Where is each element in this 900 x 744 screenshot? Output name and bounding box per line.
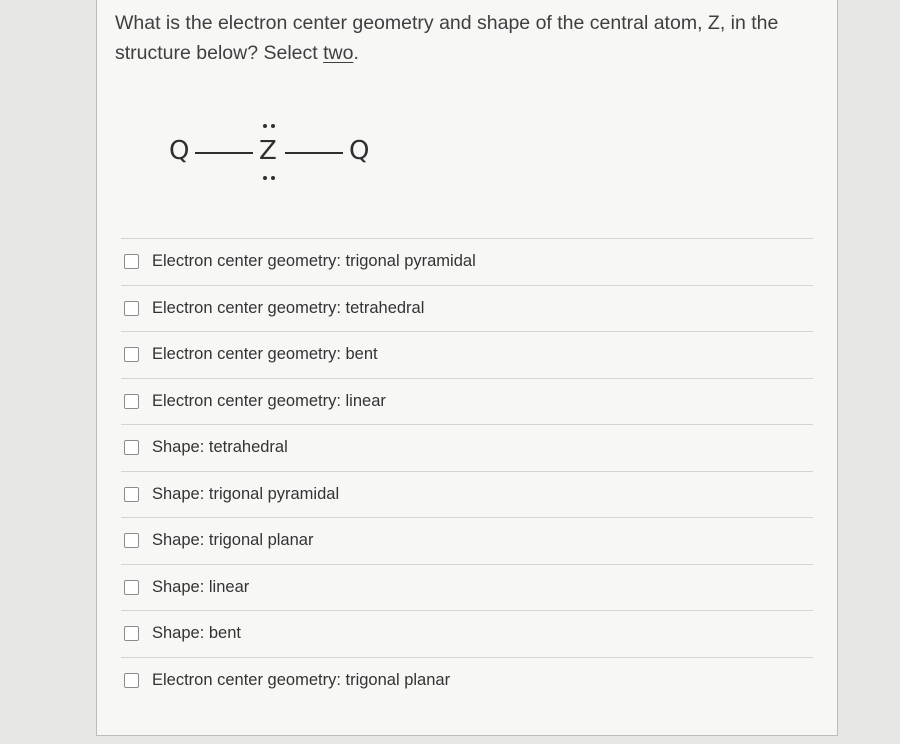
option-label: Shape: tetrahedral xyxy=(152,438,288,457)
checkbox[interactable] xyxy=(124,440,139,455)
option-label: Shape: trigonal planar xyxy=(152,531,314,550)
checkbox[interactable] xyxy=(124,394,139,409)
checkbox[interactable] xyxy=(124,533,139,548)
left-bond xyxy=(195,152,253,154)
option-label: Shape: bent xyxy=(152,624,241,643)
option-4[interactable] xyxy=(121,424,813,471)
question-text xyxy=(115,8,815,68)
left-atom: Q xyxy=(169,136,190,166)
checkbox[interactable] xyxy=(124,580,139,595)
question-end: . xyxy=(353,42,359,64)
option-6[interactable] xyxy=(121,517,813,564)
question-panel xyxy=(96,0,838,736)
option-label: Electron center geometry: trigonal pyramidal xyxy=(152,252,476,271)
lone-pair-dot xyxy=(271,176,275,180)
center-atom: Z xyxy=(259,136,277,166)
option-7[interactable] xyxy=(121,564,813,611)
option-label: Shape: trigonal pyramidal xyxy=(152,484,340,503)
question-prompt: What is the electron center geometry and shape of the central atom, Z, in the structure below? Select xyxy=(115,12,779,64)
lone-pair-dot xyxy=(271,124,275,128)
lewis-structure xyxy=(167,118,397,198)
option-label: Electron center geometry: tetrahedral xyxy=(152,298,425,317)
option-label: Electron center geometry: trigonal planar xyxy=(152,670,451,689)
checkbox[interactable] xyxy=(124,254,139,269)
option-3[interactable] xyxy=(121,378,813,425)
option-9[interactable] xyxy=(121,657,813,704)
checkbox[interactable] xyxy=(124,301,139,316)
option-5[interactable] xyxy=(121,471,813,518)
option-1[interactable] xyxy=(121,285,813,332)
option-label: Electron center geometry: linear xyxy=(152,391,386,410)
checkbox[interactable] xyxy=(124,487,139,502)
checkbox[interactable] xyxy=(124,626,139,641)
question-emphasis: two xyxy=(323,42,354,64)
answer-options xyxy=(121,238,813,703)
option-8[interactable] xyxy=(121,610,813,657)
right-bond xyxy=(285,152,343,154)
lone-pair-dot xyxy=(263,124,267,128)
right-atom: Q xyxy=(349,136,370,166)
option-0[interactable] xyxy=(121,238,813,285)
checkbox[interactable] xyxy=(124,673,139,688)
option-label: Electron center geometry: bent xyxy=(152,345,378,364)
lone-pair-dot xyxy=(263,176,267,180)
option-2[interactable] xyxy=(121,331,813,378)
checkbox[interactable] xyxy=(124,347,139,362)
option-label: Shape: linear xyxy=(152,577,250,596)
